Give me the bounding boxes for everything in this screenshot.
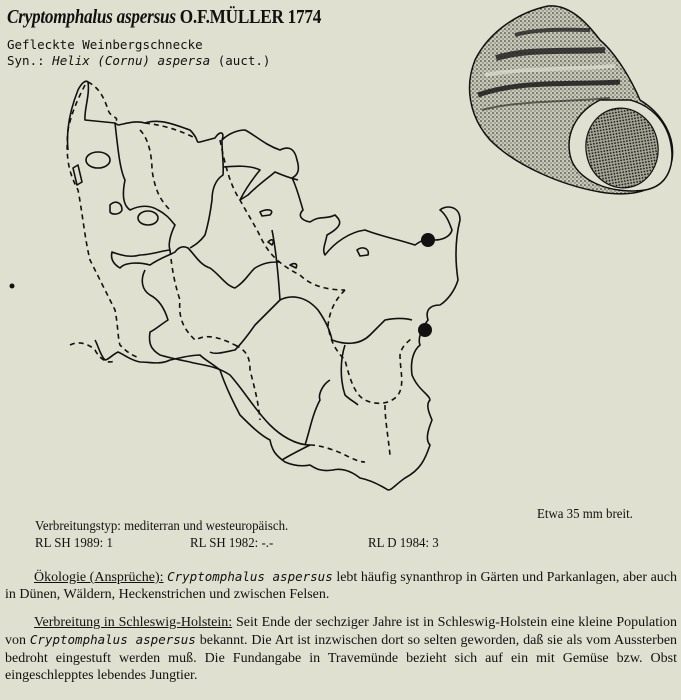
common-name: Gefleckte Weinbergschnecke — [7, 37, 203, 52]
red-list-sh-1989: RL SH 1989: 1 — [35, 536, 113, 551]
snail-shell-illustration — [455, 0, 681, 205]
record-dots — [10, 233, 436, 337]
stray-dot — [10, 284, 15, 289]
distribution-heading: Verbreitung in Schleswig-Holstein: — [34, 615, 233, 630]
synonym-label: Syn.: — [7, 53, 45, 68]
shell-size-caption: Etwa 35 mm breit. — [537, 507, 633, 522]
synonym-note: (auct.) — [217, 53, 271, 68]
ecology-heading: Ökologie (Ansprüche): — [34, 570, 164, 585]
ecology-paragraph — [5, 568, 677, 604]
map-dashed-borders — [67, 82, 412, 462]
map-coastline — [67, 81, 460, 490]
distribution-map — [0, 70, 470, 510]
distribution-type: Verbreitungstyp: mediterran und westeuropäisch. — [35, 519, 289, 534]
distribution-species: Cryptomphalus aspersus — [29, 632, 196, 648]
synonym-name: Helix (Cornu) aspersa — [52, 53, 211, 68]
ecology-text: lebt häufig synanthrop in Gärten und Parkanlagen, aber auch in Dünen, Wäldern, Heckenstrichen und zwischen Felsen. — [5, 570, 678, 603]
red-list-sh-1982: RL SH 1982: -.- — [190, 536, 274, 551]
red-list-d-1984: RL D 1984: 3 — [368, 536, 439, 551]
species-name: Cryptomphalus aspersus — [7, 6, 176, 28]
record-dot — [418, 323, 432, 337]
species-author: O.F.MÜLLER 1774 — [179, 6, 322, 28]
distribution-paragraph — [5, 614, 677, 684]
synonym-line — [7, 53, 270, 68]
ecology-species: Cryptomphalus aspersus — [167, 569, 333, 584]
record-dot — [421, 233, 435, 247]
distribution-text-after: bekannt. Die Art ist inzwischen dort so selten geworden, daß sie als vom Aussterben bedroht eingestuft werden muß. Die Fundangabe in Travemünde bezieht sich auf ein mit Gemüse bzw. Obst eingeschlepptes lebendes Jungtier. — [5, 633, 678, 683]
distribution-text-before: Seit Ende der sechziger Jahre ist in Schleswig-Holstein eine kleine Population von — [5, 615, 678, 649]
species-title — [7, 6, 321, 29]
